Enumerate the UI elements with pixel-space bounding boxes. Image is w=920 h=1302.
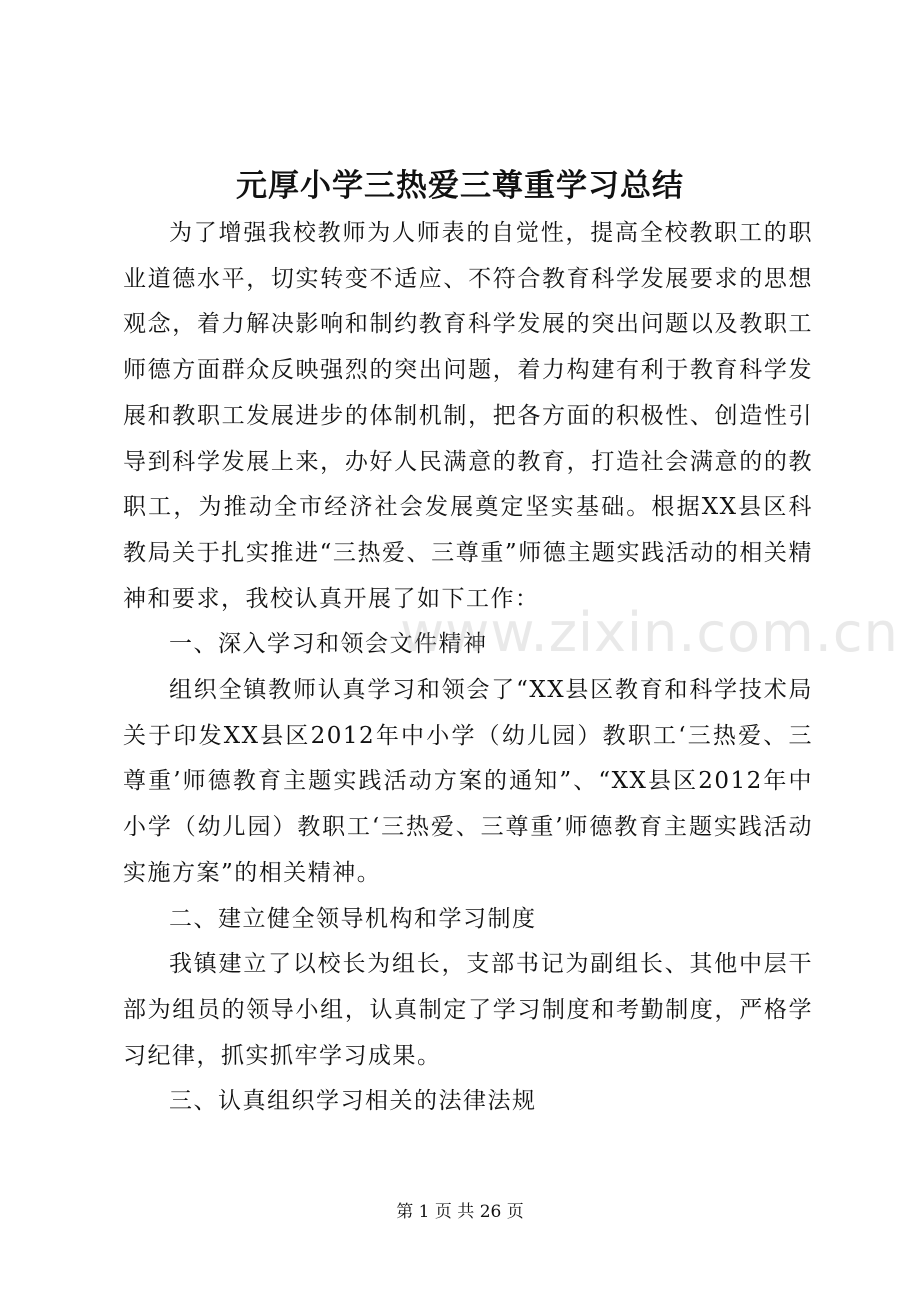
paragraph-intro: 为了增强我校教师为人师表的自觉性，提高全校教职工的职业道德水平，切实转变不适应、不符合教育科学发展要求的思想观念，着力解决影响和制约教育科学发展的突出问题以及教职工师德方面群众反映强烈的突出问题，着力构建有利于教育科学发展和教职工发展进步的体制机制，把各方面的积极性、创造性引导到科学发展上来，办好人民满意的教育，打造社会满意的的教职工，为推动全市经济社会发展奠定坚实基础。根据XX县区科教局关于扎实推进“三热爱、三尊重”师德主题实践活动的相关精神和要求，我校认真开展了如下工作： xyxy=(123,220,813,612)
section-heading-2: 二、建立健全领导机构和学习制度 xyxy=(169,905,537,932)
paragraph-section-1: 组织全镇教师认真学习和领会了“XX县区教育和科学技术局关于印发XX县区2012年中小学（幼儿园）教职工‘三热爱、三尊重’师德教育主题实践活动方案的通知”、“XX县区2012年中小学（幼儿园）教职工‘三热爱、三尊重’师德教育主题实践活动实施方案”的相关精神。 xyxy=(123,677,813,886)
section-heading-1: 一、深入学习和领会文件精神 xyxy=(169,631,488,658)
paragraph-section-2: 我镇建立了以校长为组长，支部书记为副组长、其他中层干部为组员的领导小组，认真制定了学习制度和考勤制度，严格学习纪律，抓实抓牢学习成果。 xyxy=(123,951,813,1069)
section-heading-3: 三、认真组织学习相关的法律法规 xyxy=(169,1088,537,1115)
watermark: www.zixin.com.cn xyxy=(400,601,899,664)
page-footer: 第 1 页 共 26 页 xyxy=(396,1202,524,1222)
document-title: 元厚小学三热爱三尊重学习总结 xyxy=(236,168,684,204)
document-body xyxy=(123,211,813,1125)
